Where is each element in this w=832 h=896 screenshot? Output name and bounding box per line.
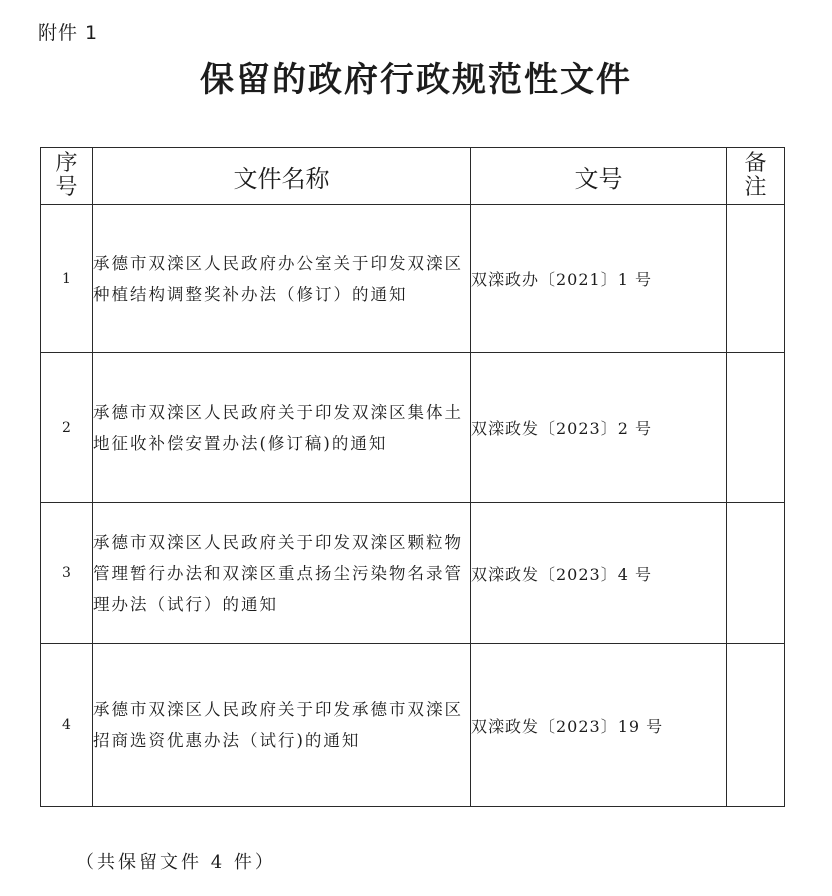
row-document-number: 双滦政发〔2023〕2 号 (471, 353, 727, 503)
table-row (41, 205, 785, 353)
row-document-name: 承德市双滦区人民政府关于印发双滦区颗粒物管理暂行办法和双滦区重点扬尘污染物名录管理办法（试行）的通知 (93, 503, 471, 644)
column-header-remark (727, 148, 785, 205)
retained-documents-table (40, 147, 785, 807)
column-header-seq (41, 148, 93, 205)
row-document-number: 双滦政发〔2023〕19 号 (471, 644, 727, 807)
column-header-name: 文件名称 (93, 148, 471, 205)
page-title: 保留的政府行政规范性文件 (200, 60, 632, 100)
table-row (41, 503, 785, 644)
row-remark (727, 353, 785, 503)
table-row (41, 644, 785, 807)
row-seq: 1 (41, 205, 93, 353)
column-header-remark-char-2: 注 (744, 175, 767, 200)
row-document-name: 承德市双滦区人民政府办公室关于印发双滦区种植结构调整奖补办法（修订）的通知 (93, 205, 471, 353)
attachment-label: 附件 1 (38, 22, 99, 44)
row-seq: 4 (41, 644, 93, 807)
row-seq: 3 (41, 503, 93, 644)
row-document-name: 承德市双滦区人民政府关于印发双滦区集体土地征收补偿安置办法(修订稿)的通知 (93, 353, 471, 503)
footer-note: （共保留文件 4 件） (76, 852, 276, 873)
row-document-number: 双滦政办〔2021〕1 号 (471, 205, 727, 353)
row-remark (727, 205, 785, 353)
row-remark (727, 644, 785, 807)
row-document-number: 双滦政发〔2023〕4 号 (471, 503, 727, 644)
row-remark (727, 503, 785, 644)
column-header-seq-char-2: 号 (55, 175, 78, 200)
column-header-seq-char-1: 序 (55, 151, 78, 176)
column-header-doc-no: 文号 (471, 148, 727, 205)
table-header-row (41, 148, 785, 205)
table-row (41, 353, 785, 503)
row-document-name: 承德市双滦区人民政府关于印发承德市双滦区招商选资优惠办法（试行)的通知 (93, 644, 471, 807)
column-header-remark-char-1: 备 (744, 151, 767, 176)
row-seq: 2 (41, 353, 93, 503)
